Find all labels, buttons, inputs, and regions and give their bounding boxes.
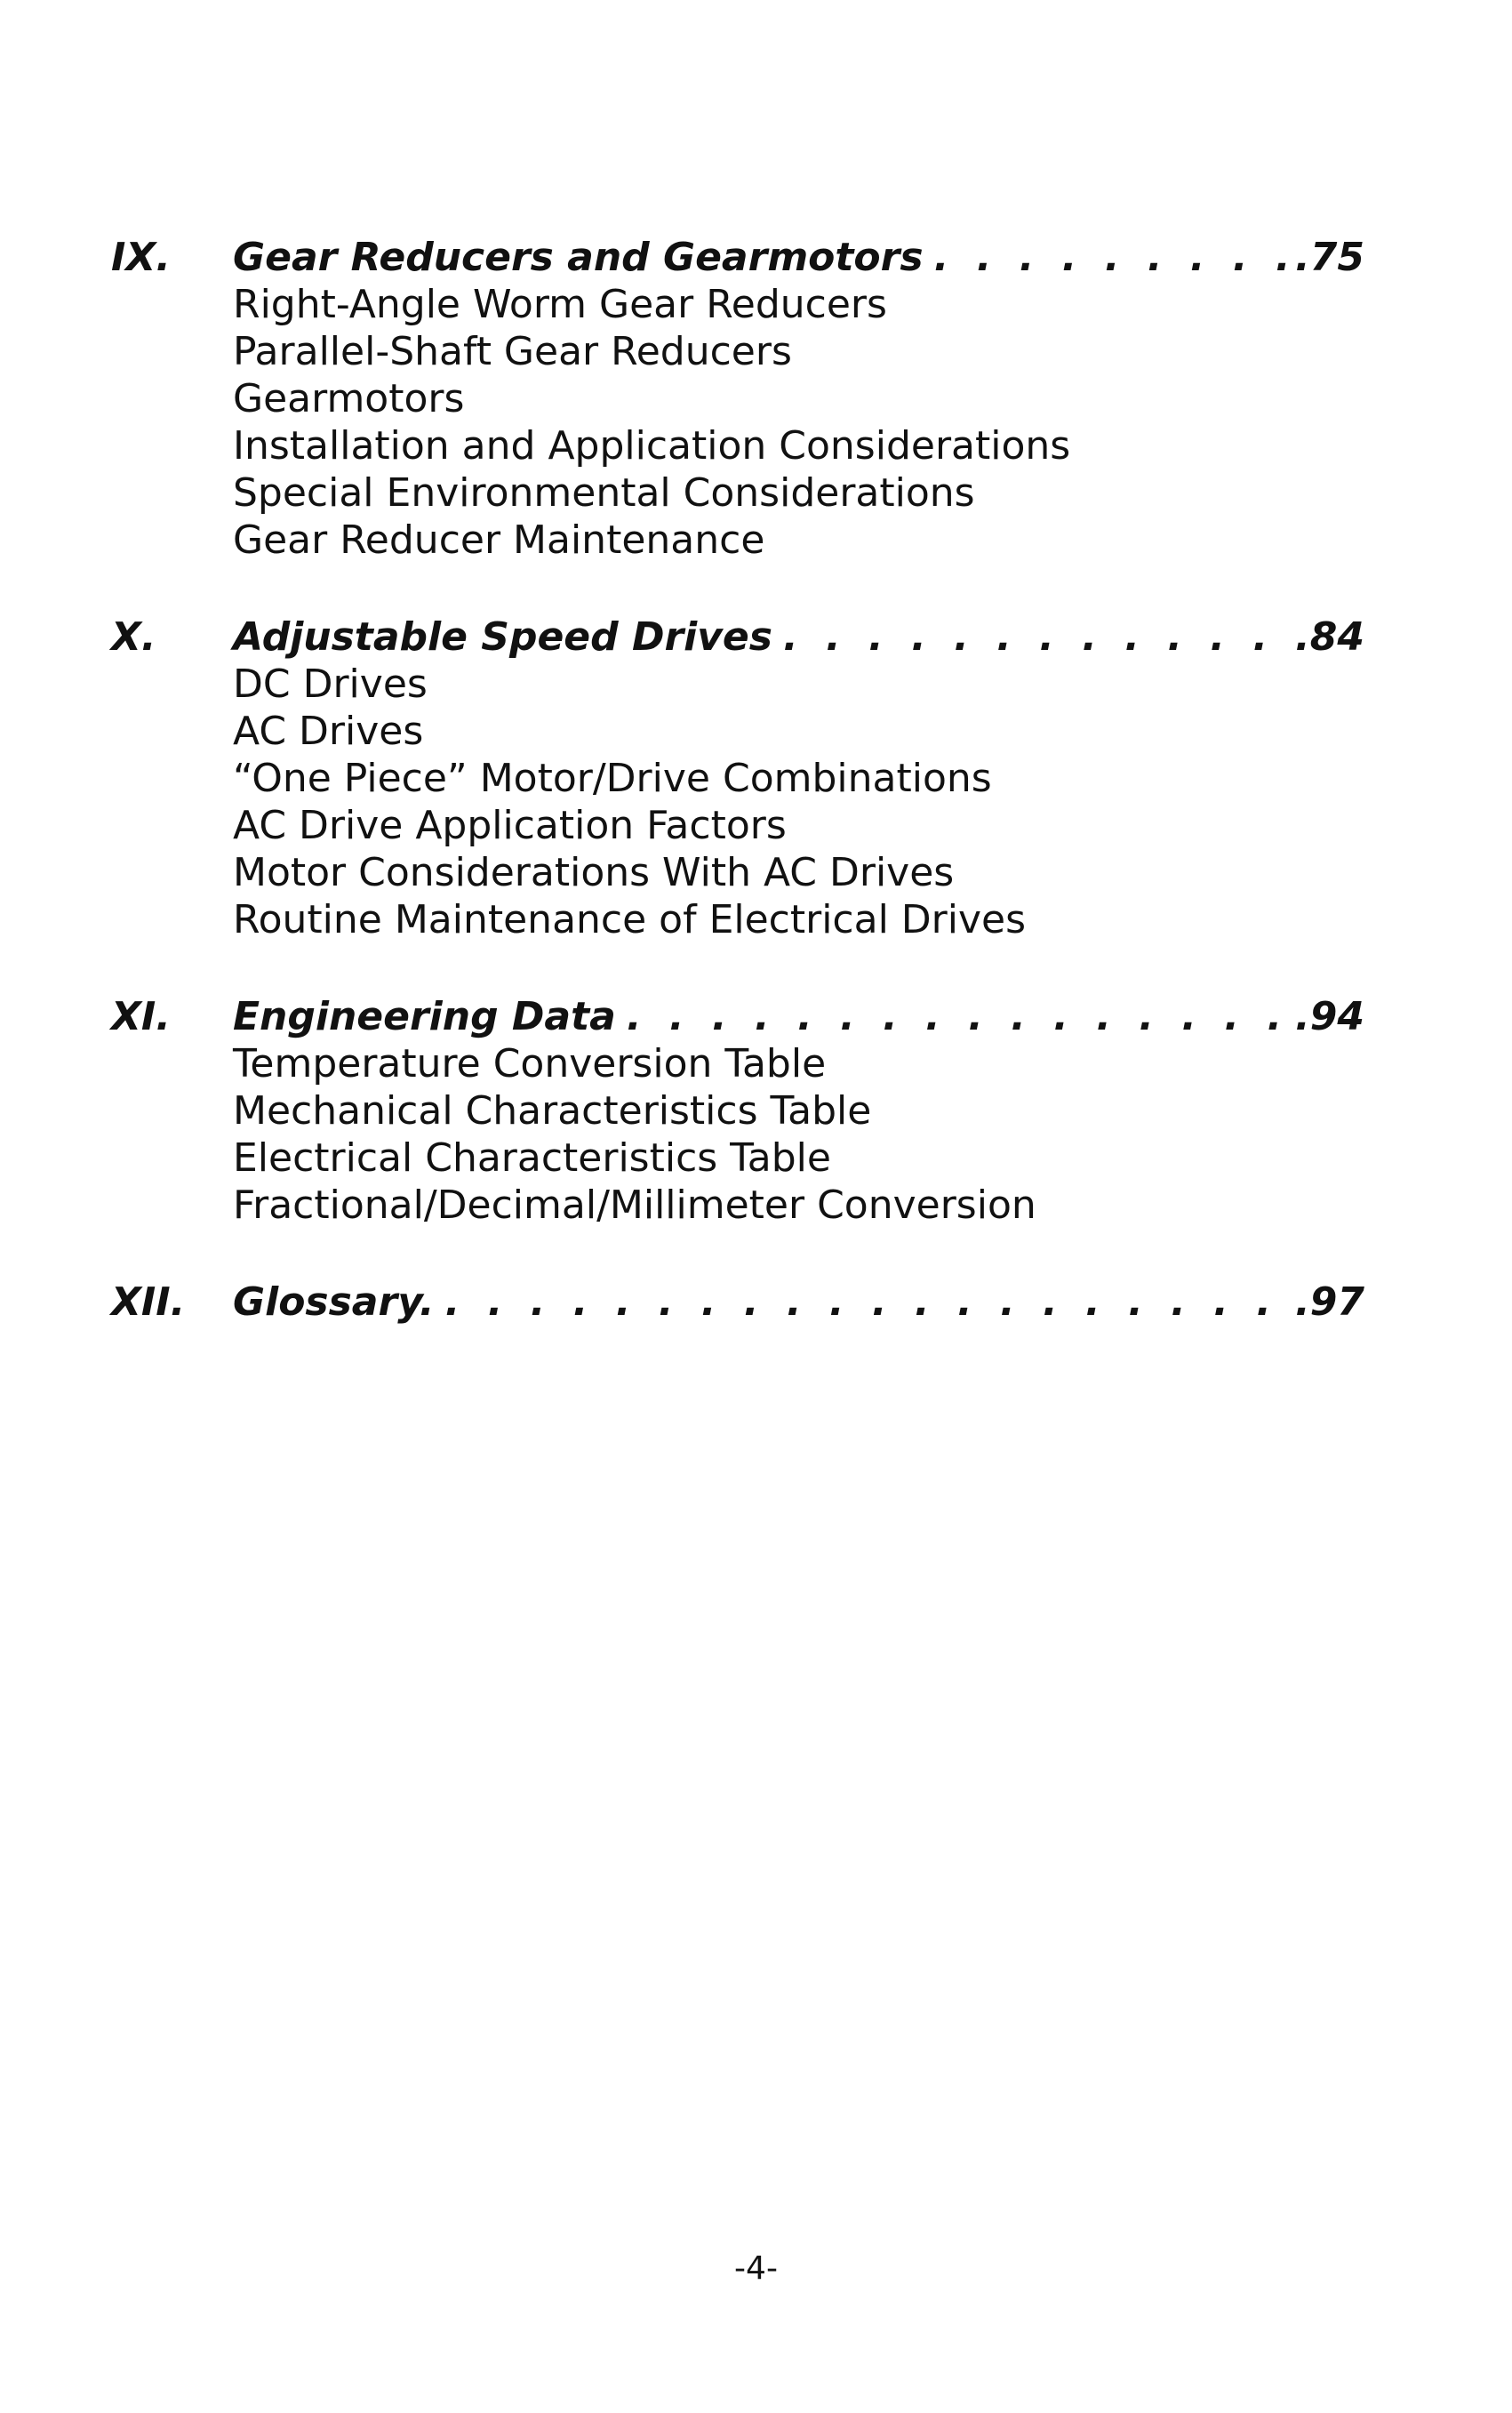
subsection-item: DC Drives [233, 661, 428, 707]
dot-leader [445, 1279, 1290, 1326]
dot-leader [627, 993, 1290, 1040]
subsection-item: AC Drive Application Factors [233, 803, 787, 848]
section-numeral: XI. [111, 994, 172, 1039]
subsection-item: Parallel-Shaft Gear Reducers [233, 329, 792, 374]
section-numeral: IX. [111, 235, 172, 280]
subsection-item: Electrical Characteristics Table [233, 1135, 831, 1181]
subsection-item: Right-Angle Worm Gear Reducers [233, 282, 887, 327]
subsection-item: Motor Considerations With AC Drives [233, 850, 955, 895]
section-heading[interactable] [111, 234, 1364, 281]
subsection-item: Mechanical Characteristics Table [233, 1088, 872, 1134]
section-page: .84 [1295, 614, 1364, 660]
section-page: .94 [1295, 994, 1364, 1039]
section-numeral: XII. [111, 1279, 186, 1325]
toc-section-x [111, 613, 1364, 943]
section-title: Glossary. [233, 1279, 435, 1325]
subsection-list [111, 281, 1364, 564]
subsection-item: Gearmotors [233, 376, 465, 421]
section-title: Engineering Data [233, 994, 616, 1039]
subsection-item: Special Environmental Considerations [233, 470, 975, 516]
dot-leader [783, 613, 1290, 661]
section-page: .75 [1295, 235, 1364, 280]
subsection-item: Temperature Conversion Table [233, 1041, 827, 1086]
page-number: -4- [734, 2250, 778, 2287]
section-numeral: X. [111, 614, 156, 660]
dot-leader [934, 234, 1290, 281]
section-heading[interactable] [111, 1279, 1364, 1326]
subsection-item: “One Piece” Motor/Drive Combinations [233, 756, 992, 801]
toc-section-xi [111, 993, 1364, 1229]
section-title: Gear Reducers and Gearmotors [233, 235, 924, 280]
toc-section-xii [111, 1279, 1364, 1326]
subsection-item: Gear Reducer Maintenance [233, 517, 765, 563]
subsection-item: AC Drives [233, 709, 424, 754]
subsection-list [111, 1040, 1364, 1229]
section-page: .97 [1295, 1279, 1364, 1325]
toc-section-ix [111, 234, 1364, 564]
section-title: Adjustable Speed Drives [233, 614, 772, 660]
table-of-contents [111, 234, 1364, 1375]
subsection-list [111, 661, 1364, 943]
subsection-item: Routine Maintenance of Electrical Drives [233, 897, 1027, 942]
section-heading[interactable] [111, 613, 1364, 661]
section-heading[interactable] [111, 993, 1364, 1040]
subsection-item: Fractional/Decimal/Millimeter Conversion [233, 1182, 1036, 1228]
subsection-item: Installation and Application Considerations [233, 423, 1071, 469]
